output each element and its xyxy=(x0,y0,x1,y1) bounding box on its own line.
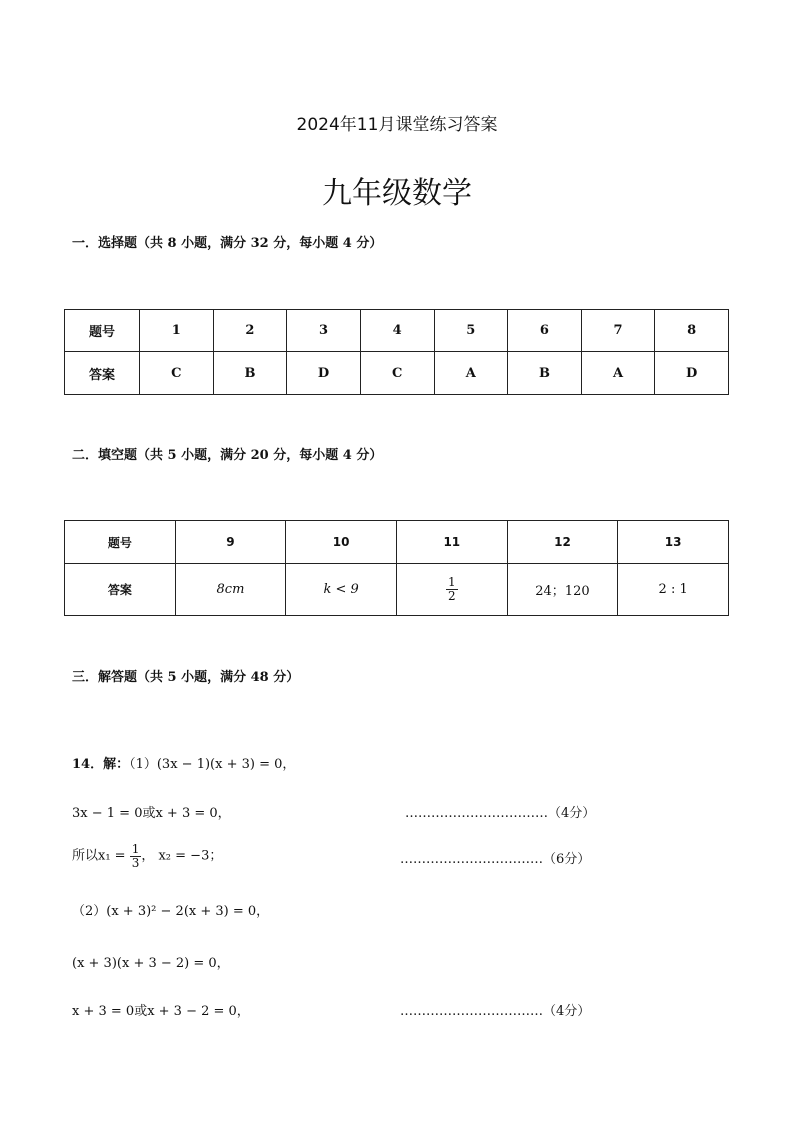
fraction-denominator: 3 xyxy=(131,855,140,870)
row-label-answer: 答案 xyxy=(65,564,176,616)
document-subtitle: 2024年11月课堂练习答案 xyxy=(296,115,498,135)
section-heading-fill-in: 二．填空题（共 5 小题，满分 20 分，每小题 4 分） xyxy=(72,448,383,463)
question-number-cell: 4 xyxy=(360,310,434,352)
document-title: 九年级数学 xyxy=(322,176,472,211)
question-number-cell: 9 xyxy=(175,521,286,564)
section-heading-multiple-choice: 一．选择题（共 8 小题，满分 32 分，每小题 4 分） xyxy=(72,236,383,251)
fraction-numerator: 1 xyxy=(447,575,456,590)
q14-score-marker: ……………………………（4分） xyxy=(400,1004,591,1019)
answer-cell: D xyxy=(655,352,729,395)
q14-step-line: (x + 3)(x + 3 − 2) = 0， xyxy=(72,956,230,971)
q14-label: 14．解： xyxy=(72,757,130,772)
q14-result-line xyxy=(72,843,222,869)
question-number-cell: 13 xyxy=(618,521,729,564)
answer-cell-q11 xyxy=(396,564,507,616)
q14-score-marker: ……………………………（6分） xyxy=(400,852,591,867)
table-row-answers xyxy=(65,564,729,616)
fraction xyxy=(130,843,142,869)
fill-in-answer-table xyxy=(64,520,729,616)
row-label-question-number: 题号 xyxy=(65,521,176,564)
question-number-cell: 5 xyxy=(434,310,508,352)
answer-cell: C xyxy=(360,352,434,395)
fraction-denominator: 2 xyxy=(447,589,456,603)
fraction xyxy=(446,576,458,602)
q14-result-prefix: 所以x₁ = xyxy=(72,848,130,864)
answer-cell: B xyxy=(213,352,287,395)
answer-cell-q10: k < 9 xyxy=(286,564,397,616)
q14-step-line: 3x − 1 = 0或x + 3 = 0， xyxy=(72,806,231,821)
question-number-cell: 6 xyxy=(508,310,582,352)
question-number-cell: 8 xyxy=(655,310,729,352)
row-label-question-number: 题号 xyxy=(65,310,140,352)
answer-cell-q12: 24；120 xyxy=(507,564,618,616)
answer-cell-q13: 2 : 1 xyxy=(618,564,729,616)
q14-score-marker: ……………………………（4分） xyxy=(405,806,596,821)
answer-cell: D xyxy=(287,352,361,395)
answer-cell-q9: 8cm xyxy=(175,564,286,616)
q14-part1-equation: （1）(3x − 1)(x + 3) = 0， xyxy=(129,757,296,772)
question-number-cell: 2 xyxy=(213,310,287,352)
answer-cell: C xyxy=(140,352,214,395)
answer-cell: B xyxy=(508,352,582,395)
question-number-cell: 1 xyxy=(140,310,214,352)
row-label-answer: 答案 xyxy=(65,352,140,395)
question-number-cell: 12 xyxy=(507,521,618,564)
q14-result-suffix: ， x₂ = −3； xyxy=(141,848,223,864)
question-number-cell: 7 xyxy=(581,310,655,352)
question-number-cell: 11 xyxy=(396,521,507,564)
multiple-choice-answer-table xyxy=(64,309,729,395)
q14-part2-equation: （2）(x + 3)² − 2(x + 3) = 0， xyxy=(72,904,270,919)
question-number-cell: 10 xyxy=(286,521,397,564)
table-row-question-numbers xyxy=(65,310,729,352)
answer-cell: A xyxy=(434,352,508,395)
section-heading-solutions: 三．解答题（共 5 小题，满分 48 分） xyxy=(72,670,300,685)
question-number-cell: 3 xyxy=(287,310,361,352)
table-row-question-numbers xyxy=(65,521,729,564)
fraction-numerator: 1 xyxy=(131,842,140,856)
q14-intro-line xyxy=(72,753,295,772)
table-row-answers xyxy=(65,352,729,395)
q14-step-line: x + 3 = 0或x + 3 − 2 = 0， xyxy=(72,1004,250,1019)
answer-cell: A xyxy=(581,352,655,395)
